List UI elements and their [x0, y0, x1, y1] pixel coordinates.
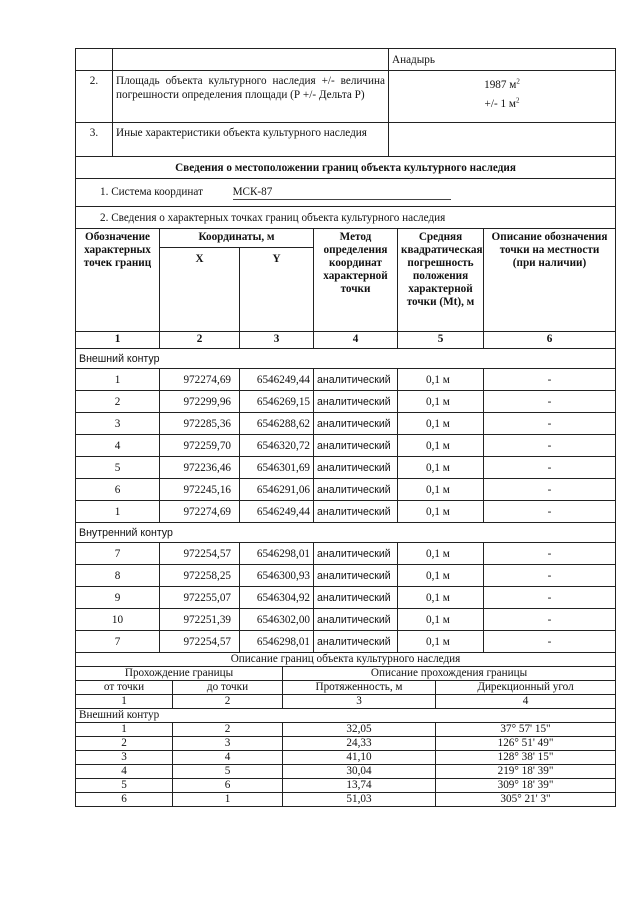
- point-error: 0,1 м: [398, 501, 484, 523]
- point-y: 6546269,15: [240, 391, 314, 413]
- inner-contour-label: Внутренний контур: [76, 523, 616, 543]
- point-id: 1: [76, 501, 160, 523]
- column-number: 4: [436, 695, 616, 709]
- column-number: 2: [160, 332, 240, 349]
- column-number: 4: [314, 332, 398, 349]
- row-number: 3.: [76, 123, 113, 157]
- header-method: Метод определения координат характерной точки: [314, 229, 398, 332]
- point-description: -: [484, 369, 616, 391]
- passage-description-header: Описание прохождения границы: [283, 667, 616, 681]
- column-number: 3: [240, 332, 314, 349]
- segment-to: 4: [173, 751, 283, 765]
- column-number: 5: [398, 332, 484, 349]
- point-error: 0,1 м: [398, 609, 484, 631]
- to-header: до точки: [173, 681, 283, 695]
- column-number: 1: [76, 332, 160, 349]
- point-description: -: [484, 565, 616, 587]
- point-y: 6546304,92: [240, 587, 314, 609]
- points-header-row: [76, 229, 616, 248]
- point-row: [76, 391, 616, 413]
- segment-bearing: 305° 21' 3": [436, 793, 616, 807]
- segment-row: [76, 779, 616, 793]
- point-method: аналитический: [314, 479, 398, 501]
- point-y: 6546288,62: [240, 413, 314, 435]
- point-id: 1: [76, 369, 160, 391]
- point-method: аналитический: [314, 369, 398, 391]
- segments-title: Описание границ объекта культурного наследия: [76, 653, 616, 667]
- point-x: 972236,46: [160, 457, 240, 479]
- point-y: 6546291,06: [240, 479, 314, 501]
- inner-contour-label-row: [76, 523, 616, 543]
- point-x: 972251,39: [160, 609, 240, 631]
- points-title: 2. Сведения о характерных точках границ объекта культурного наследия: [76, 207, 616, 229]
- point-method: аналитический: [314, 565, 398, 587]
- point-row: [76, 609, 616, 631]
- section-title-row: [76, 157, 616, 179]
- header-x: X: [160, 248, 240, 332]
- point-description: -: [484, 631, 616, 653]
- segment-to: 2: [173, 723, 283, 737]
- segment-length: 24,33: [283, 737, 436, 751]
- length-header: Протяженность, м: [283, 681, 436, 695]
- point-method: аналитический: [314, 587, 398, 609]
- segment-bearing: 309° 18' 39": [436, 779, 616, 793]
- point-id: 10: [76, 609, 160, 631]
- city-row: [76, 49, 616, 71]
- header-description: Описание обозначения точки на местности (при наличии): [484, 229, 616, 332]
- segment-to: 1: [173, 793, 283, 807]
- document-page: [75, 48, 615, 807]
- point-error: 0,1 м: [398, 479, 484, 501]
- other-characteristics-row: [76, 123, 616, 157]
- header-coords: Координаты, м: [160, 229, 314, 248]
- point-row: [76, 587, 616, 609]
- other-label: Иные характеристики объекта культурного наследия: [113, 123, 389, 157]
- point-error: 0,1 м: [398, 435, 484, 457]
- point-y: 6546298,01: [240, 543, 314, 565]
- point-id: 5: [76, 457, 160, 479]
- segment-bearing: 128° 38' 15": [436, 751, 616, 765]
- point-y: 6546320,72: [240, 435, 314, 457]
- passage-header: Прохождение границы: [76, 667, 283, 681]
- point-row: [76, 369, 616, 391]
- point-error: 0,1 м: [398, 565, 484, 587]
- segment-row: [76, 737, 616, 751]
- point-id: 9: [76, 587, 160, 609]
- other-value: [389, 123, 616, 157]
- row-label: [113, 49, 389, 71]
- point-method: аналитический: [314, 457, 398, 479]
- coord-system-row: [76, 179, 616, 207]
- point-row: [76, 501, 616, 523]
- coord-label: 1. Система координат: [100, 186, 203, 198]
- point-description: -: [484, 457, 616, 479]
- segment-row: [76, 765, 616, 779]
- point-error: 0,1 м: [398, 587, 484, 609]
- points-table: [75, 228, 616, 653]
- point-method: аналитический: [314, 413, 398, 435]
- point-row: [76, 565, 616, 587]
- point-row: [76, 457, 616, 479]
- point-error: 0,1 м: [398, 413, 484, 435]
- point-method: аналитический: [314, 631, 398, 653]
- segment-row: [76, 723, 616, 737]
- header-y: Y: [240, 248, 314, 332]
- column-number: 3: [283, 695, 436, 709]
- segment-from: 3: [76, 751, 173, 765]
- tolerance-unit-sup: 2: [515, 96, 520, 105]
- segment-length: 30,04: [283, 765, 436, 779]
- inner-points: [76, 543, 616, 653]
- point-x: 972274,69: [160, 501, 240, 523]
- coord-system: [76, 179, 616, 207]
- segment-row: [76, 751, 616, 765]
- point-description: -: [484, 543, 616, 565]
- points-title-row: [76, 207, 616, 229]
- point-description: -: [484, 587, 616, 609]
- area-label: Площадь объекта культурного наследия +/- величина погрешности определения площади (Р +/- Дельта Р): [113, 71, 389, 123]
- point-description: -: [484, 413, 616, 435]
- segment-to: 6: [173, 779, 283, 793]
- point-description: -: [484, 435, 616, 457]
- area-row: [76, 71, 616, 123]
- point-description: -: [484, 501, 616, 523]
- object-info-table: [75, 48, 616, 229]
- segment-from: 5: [76, 779, 173, 793]
- header-error: Средняя квадратическая погрешность положения характерной точки (Mt), м: [398, 229, 484, 332]
- segment-rows: [76, 723, 616, 807]
- point-method: аналитический: [314, 391, 398, 413]
- point-error: 0,1 м: [398, 391, 484, 413]
- from-header: от точки: [76, 681, 173, 695]
- point-method: аналитический: [314, 609, 398, 631]
- outer-points: [76, 369, 616, 523]
- column-number: 2: [173, 695, 283, 709]
- segment-bearing: 37° 57' 15": [436, 723, 616, 737]
- points-column-numbers: [76, 332, 616, 349]
- segments-outer-label: Внешний контур: [76, 709, 616, 723]
- segment-from: 1: [76, 723, 173, 737]
- point-y: 6546300,93: [240, 565, 314, 587]
- point-description: -: [484, 479, 616, 501]
- segment-row: [76, 793, 616, 807]
- point-x: 972259,70: [160, 435, 240, 457]
- point-row: [76, 435, 616, 457]
- bearing-header: Дирекционный угол: [436, 681, 616, 695]
- area-tolerance: +/- 1 м: [484, 98, 516, 110]
- point-error: 0,1 м: [398, 631, 484, 653]
- point-x: 972258,25: [160, 565, 240, 587]
- point-y: 6546249,44: [240, 501, 314, 523]
- point-x: 972255,07: [160, 587, 240, 609]
- segment-length: 41,10: [283, 751, 436, 765]
- point-row: [76, 543, 616, 565]
- row-number: [76, 49, 113, 71]
- column-number: 1: [76, 695, 173, 709]
- point-row: [76, 413, 616, 435]
- point-id: 7: [76, 543, 160, 565]
- point-method: аналитический: [314, 435, 398, 457]
- area-unit-sup: 2: [516, 77, 520, 86]
- segment-length: 13,74: [283, 779, 436, 793]
- point-y: 6546301,69: [240, 457, 314, 479]
- point-error: 0,1 м: [398, 457, 484, 479]
- point-row: [76, 631, 616, 653]
- segment-to: 5: [173, 765, 283, 779]
- city-value: Анадырь: [389, 49, 616, 71]
- point-id: 6: [76, 479, 160, 501]
- point-description: -: [484, 391, 616, 413]
- column-number: 6: [484, 332, 616, 349]
- point-id: 7: [76, 631, 160, 653]
- point-y: 6546298,01: [240, 631, 314, 653]
- segments-table: [75, 652, 616, 807]
- outer-contour-label-row: [76, 349, 616, 369]
- point-description: -: [484, 609, 616, 631]
- segment-length: 51,03: [283, 793, 436, 807]
- header-designation: Обозначение характерных точек границ: [76, 229, 160, 332]
- point-x: 972274,69: [160, 369, 240, 391]
- point-id: 3: [76, 413, 160, 435]
- point-x: 972285,36: [160, 413, 240, 435]
- segment-bearing: 126° 51' 49": [436, 737, 616, 751]
- row-number: 2.: [76, 71, 113, 123]
- point-id: 2: [76, 391, 160, 413]
- point-method: аналитический: [314, 501, 398, 523]
- segment-from: 6: [76, 793, 173, 807]
- point-x: 972254,57: [160, 543, 240, 565]
- outer-contour-label: Внешний контур: [76, 349, 616, 369]
- point-error: 0,1 м: [398, 543, 484, 565]
- section-title: Сведения о местоположении границ объекта культурного наследия: [76, 157, 616, 179]
- segment-length: 32,05: [283, 723, 436, 737]
- area-number: 1987 м: [484, 79, 517, 91]
- point-x: 972254,57: [160, 631, 240, 653]
- point-method: аналитический: [314, 543, 398, 565]
- segment-bearing: 219° 18' 39": [436, 765, 616, 779]
- coord-value: МСК-87: [233, 185, 451, 200]
- point-y: 6546302,00: [240, 609, 314, 631]
- point-id: 4: [76, 435, 160, 457]
- segment-from: 2: [76, 737, 173, 751]
- point-x: 972245,16: [160, 479, 240, 501]
- point-x: 972299,96: [160, 391, 240, 413]
- area-value: [389, 71, 616, 123]
- point-y: 6546249,44: [240, 369, 314, 391]
- point-row: [76, 479, 616, 501]
- point-error: 0,1 м: [398, 369, 484, 391]
- segment-to: 3: [173, 737, 283, 751]
- segment-from: 4: [76, 765, 173, 779]
- point-id: 8: [76, 565, 160, 587]
